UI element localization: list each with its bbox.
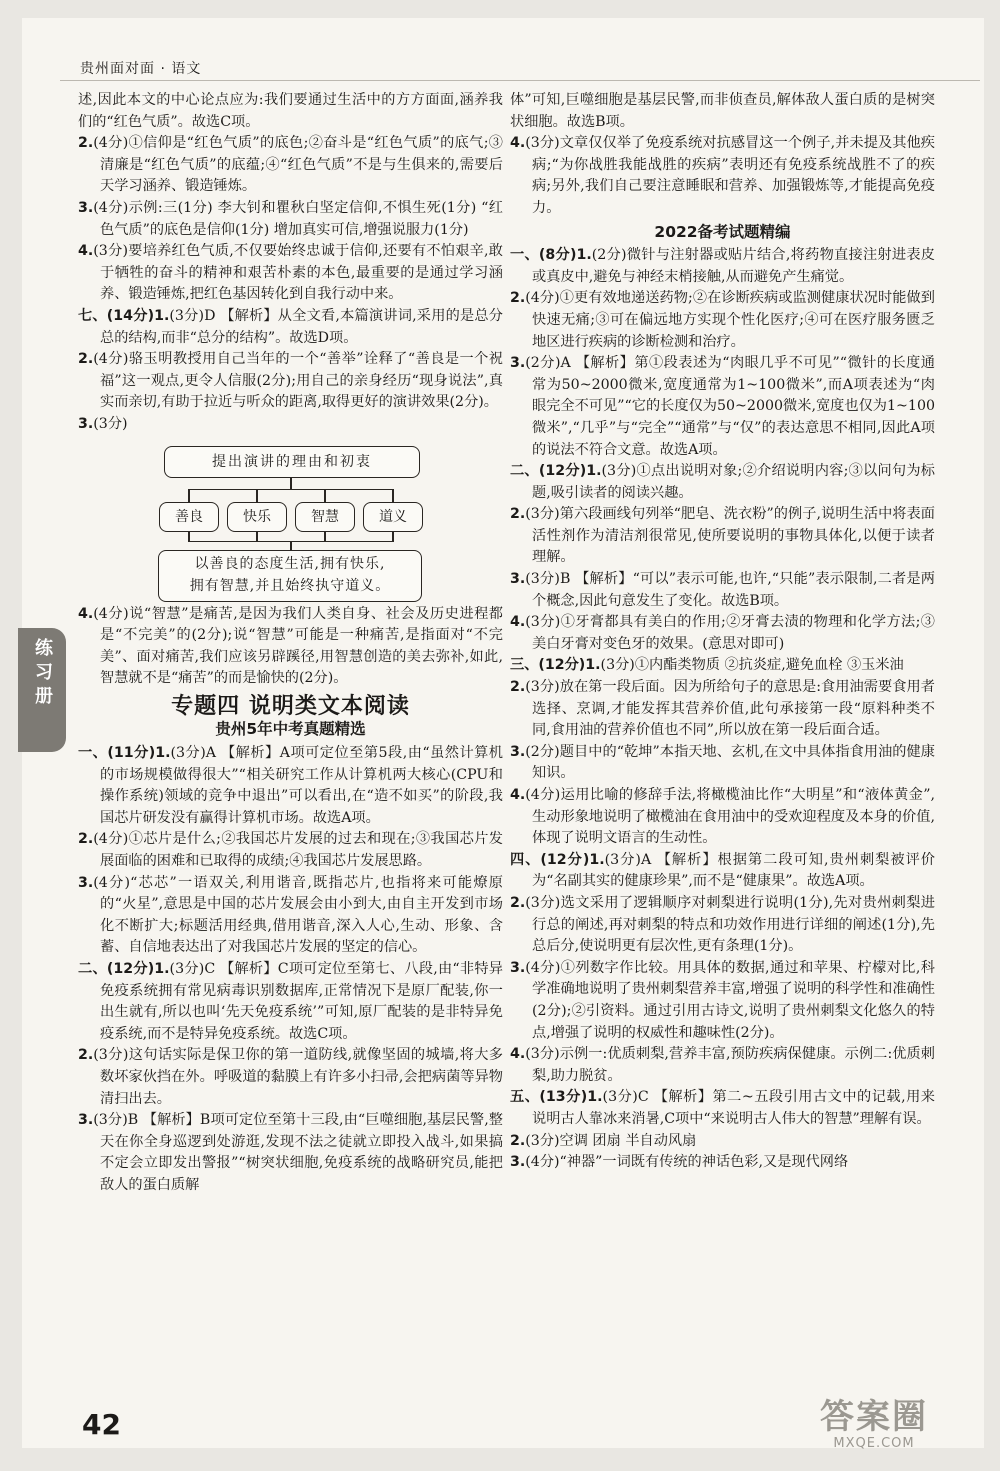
answer-text: (3分)文章仅仅举了免疫系统对抗感冒这一个例子,并未提及其他疾病;“为你战胜我能战胜的疾病”表明还有免疫系统战胜不了的疾病;另外,我们自己要注意睡眠和营养、加强锻炼等,才能提高免疫力。 [525, 135, 935, 216]
answer-text: (4分)示例:三(1分) 李大钊和瞿秋白坚定信仰,不惧生死(1分) “红色气质”的底色是信仰(1分) 增加真实可信,增强说服力(1分) [93, 199, 503, 238]
answer-item [510, 461, 935, 504]
left-column [78, 90, 503, 1197]
diagram-connector [188, 531, 190, 541]
answer-text: (3分)D 【解析】从全文看,本篇演讲词,采用的是总分总的结构,而非“总分的结构”。故选D项。 [100, 307, 503, 346]
answer-number: 3. [510, 959, 526, 976]
answer-continuation: 体”可知,巨噬细胞是基层民警,而非侦查员,解体敌人蛋白质的是树突状细胞。故选B项。 [510, 92, 935, 130]
answer-number: 3. [510, 355, 526, 372]
answer-text: (3分)C 【解析】C项可定位至第七、八段,由“非特异免疫系统拥有常见病毒识别数据库,正常情况下是原厂配装,你一出生就有,所以也叫‘先天免疫系统’”可知,原厂配装的是非特异免疫系统,而不是特异免疫系统。故选C项。 [100, 961, 503, 1042]
diagram-connector [256, 489, 258, 502]
diagram-connector [324, 489, 326, 502]
answer-number: 2. [510, 506, 526, 523]
diagram-connector [392, 489, 394, 502]
answer-number: 2. [78, 135, 94, 152]
answer-item [78, 133, 503, 198]
answer-text: (4分)“神器”一词既有传统的神话色彩,又是现代网络 [525, 1154, 849, 1171]
answer-text: (3分)放在第一段后面。因为所给句子的意思是:食用油需要食用者选择、烹调,才能发挥其营养价值,此句承接第一段“原料种类不同,食用油的营养价值也不同”,所以放在第一段后面合适。 [525, 679, 935, 739]
answer-number: 二、(12分)1. [510, 463, 602, 480]
header-divider [60, 80, 980, 81]
answer-item [510, 1152, 935, 1174]
answer-item [510, 958, 935, 1044]
answer-text: (3分)①内酯类物质 ②抗炎症,避免血栓 ③玉米油 [600, 657, 904, 674]
answer-item [510, 655, 935, 677]
answer-item [78, 414, 503, 436]
diagram-bottom-line-1: 以善良的态度生活,拥有快乐, [194, 555, 386, 572]
answer-text: (3分)示例一:优质刺梨,营养丰富,预防疾病保健康。示例二:优质刺梨,助力脱贫。 [525, 1046, 935, 1084]
answer-item [510, 785, 935, 850]
answer-text: (2分)微针与注射器或贴片结合,将药物直接注射进表皮或真皮中,避免与神经末梢接触,从而避免产生痛觉。 [532, 247, 935, 285]
answer-item [510, 353, 935, 461]
answer-number: 2. [510, 290, 526, 307]
diagram-box-morality: 道义 [363, 502, 423, 532]
answer-text: (3分)①点出说明对象;②介绍说明内容;③以问句为标题,吸引读者的阅读兴趣。 [532, 463, 935, 501]
diagram-box-wisdom: 智慧 [295, 502, 355, 532]
answer-item [78, 873, 503, 959]
diagram-connector [256, 531, 258, 541]
answer-item [78, 1110, 503, 1196]
answer-item [510, 850, 935, 893]
answer-item [78, 829, 503, 872]
answer-item [78, 349, 503, 414]
watermark-logo [820, 1398, 928, 1451]
answer-item [510, 677, 935, 742]
answer-item [78, 959, 503, 1045]
answer-text: (3分)要培养红色气质,不仅要始终忠诚于信仰,还要有不怕艰辛,敢于牺牲的奋斗的精神和艰苦朴素的本色,最重要的是通过学习涵养、锻造锤炼,把红色基因转化到自我行动中来。 [93, 243, 503, 303]
answer-number: 2. [510, 894, 526, 911]
answer-text: (3分)A 【解析】根据第二段可知,贵州刺梨被评价为“名副其实的健康珍果”,而不是“健康果”。故选A项。 [532, 851, 935, 890]
answer-item [510, 245, 935, 288]
section-title: 2022备考试题精编 [654, 222, 791, 241]
topic-title: 专题四 说明类文本阅读 [171, 693, 410, 719]
answer-item [78, 1045, 503, 1110]
answer-text: (4分)“芯芯”一语双关,利用谐音,既指芯片,也指将来可能燎原的“火星”,意思是中国的芯片发展会由小到大,由自主开发到市场化不断扩大;标题活用经典,借用谐音,深入人心,生动、形象、含蓄、自信地表达出了对我国芯片发展的坚定的信心。 [93, 874, 503, 956]
right-answers-block-2 [510, 245, 935, 1174]
diagram-connector [188, 489, 394, 491]
left-answers-block-2 [78, 604, 503, 690]
answer-text: (3分) [93, 415, 128, 432]
diagram-box-kindness: 善良 [159, 502, 219, 532]
side-tab-label: 练习册 [32, 638, 53, 710]
answer-text: (3分)选文采用了逻辑顺序对刺梨进行说明(1分),先对贵州刺梨进行总的阐述,再对刺梨的特点和功效作用进行详细的阐述(1分),先总后分,使说明更有层次性,更有条理(1分)。 [525, 894, 935, 955]
answer-item [510, 612, 935, 655]
answer-number: 2. [78, 351, 94, 368]
answer-number: 五、(13分)1. [510, 1089, 603, 1106]
diagram-connector [290, 541, 292, 550]
diagram-bottom-line-2: 拥有智慧,并且始终执守道义。 [189, 577, 391, 594]
answer-number: 4. [510, 614, 526, 631]
watermark-url: MXQE.COM [833, 1436, 915, 1451]
answer-number: 3. [78, 1112, 94, 1129]
answer-number: 四、(12分)1. [510, 851, 605, 868]
answer-number: 4. [78, 605, 94, 622]
answer-item [78, 743, 503, 829]
answer-text: (2分)题目中的“乾坤”本指天地、玄机,在文中具体指食用油的健康知识。 [525, 743, 935, 782]
diagram-top-box: 提出演讲的理由和初衷 [164, 446, 420, 478]
answer-number: 4. [78, 243, 94, 260]
answer-number: 4. [510, 1046, 526, 1063]
answer-text: (3分)①牙膏都具有美白的作用;②牙膏去渍的物理和化学方法;③美白牙膏对变色牙的效果。(意思对即可) [525, 614, 935, 652]
left-answers-block-3 [78, 743, 503, 1196]
answer-text: (3分)空调 团扇 半自动风扇 [525, 1132, 697, 1149]
answer-text: (2分)A 【解析】第①段表述为“肉眼几乎不可见”“微针的长度通常为50~2000微米,宽度通常为1~100微米”,而A项表述为“肉眼完全不可见”“它的长度仅为50~2000微米,宽度也仅为1~100微米”,“几乎”与“完全”“通常”与“仅”的表达意思不相同,因此A项的说法不符合文意。故选A项。 [525, 355, 935, 458]
answer-item [78, 306, 503, 349]
page-number: 42 [82, 1408, 121, 1441]
answer-text: (3分)B 【解析】“可以”表示可能,也许,“只能”表示限制,二者是两个概念,因此句意发生了变化。故选B项。 [525, 571, 935, 609]
answer-number: 一、(11分)1. [78, 745, 171, 762]
answer-number: 一、(8分)1. [510, 247, 592, 264]
answer-number: 3. [78, 415, 94, 432]
answer-number: 三、(12分)1. [510, 657, 601, 674]
answer-text: (4分)运用比喻的修辞手法,将橄榄油比作“大明星”和“液体黄金”,生动形象地说明了橄榄油在食用油中的受欢迎程度及本身的价值,体现了说明文语言的生动性。 [525, 787, 935, 847]
diagram-connector [392, 531, 394, 541]
answer-number: 七、(14分)1. [78, 307, 170, 324]
answer-number: 3. [510, 1154, 526, 1171]
page-header: 贵州面对面 · 语文 [80, 61, 202, 77]
answer-number: 4. [510, 135, 526, 152]
answer-number: 3. [78, 874, 94, 891]
answer-number: 2. [510, 679, 526, 696]
answer-number: 3. [510, 571, 526, 588]
answer-number: 4. [510, 787, 526, 803]
answer-item [510, 569, 935, 612]
diagram-box-happiness: 快乐 [227, 502, 287, 532]
answer-item [510, 1044, 935, 1087]
answer-number: 2. [78, 831, 94, 848]
answer-text: (4分)①芯片是什么;②我国芯片发展的过去和现在;③我国芯片发展面临的困难和已取得的成绩;④我国芯片发展思路。 [93, 831, 503, 870]
answer-text: (4分)①信仰是“红色气质”的底色;②奋斗是“红色气质”的底气;③清廉是“红色气质”的底蕴;④“红色气质”不是与生俱来的,需要后天学习涵养、锻造锤炼。 [93, 135, 503, 195]
answer-continuation: 述,因此本文的中心论点应为:我们要通过生活中的方方面面,涵养我们的“红色气质”。故选C项。 [78, 92, 503, 130]
diagram-connector [290, 477, 292, 489]
answer-number: 2. [78, 1047, 94, 1064]
answer-item [78, 198, 503, 241]
answer-item [510, 1087, 935, 1130]
diagram-bottom-box [158, 550, 422, 602]
diagram-connector [188, 489, 190, 502]
answer-item [78, 241, 503, 306]
right-column [510, 90, 935, 1174]
answer-number: 2. [510, 1132, 526, 1149]
topic-subtitle: 贵州5年中考真题精选 [215, 720, 366, 739]
answer-text: (3分)这句话实际是保卫你的第一道防线,就像坚固的城墙,将大多数坏家伙挡在外。呼吸道的黏膜上有许多小扫帚,会把病菌等异物清扫出去。 [93, 1047, 503, 1107]
speech-structure-diagram [78, 440, 503, 600]
answer-item [78, 604, 503, 690]
answer-number: 3. [510, 743, 526, 760]
watermark-text: 答案圈 [820, 1397, 928, 1437]
answer-item [510, 1131, 935, 1153]
answer-item [510, 893, 935, 958]
answer-text: (4分)说“智慧”是痛苦,是因为我们人类自身、社会及历史进程都是“不完美”的(2分);说“智慧”可能是一种痛苦,是指面对“不完美”、面对痛苦,我们应该另辟蹊径,用智慧创造的美去弥补,如此,智慧就不是“痛苦”的而是愉快的(2分)。 [93, 605, 503, 687]
answer-text: (4分)①列数字作比较。用具体的数据,通过和苹果、柠檬对比,科学准确地说明了贵州刺梨营养丰富,增强了说明的科学性和准确性(2分);②引资料。通过引用古诗文,说明了贵州刺梨文化悠久的特点,增强了说明的权威性和趣味性(2分)。 [525, 959, 935, 1041]
answer-item [510, 133, 935, 219]
answer-text: (3分)C 【解析】第二~五段引用古文中的记载,用来说明古人靠冰来消暑,C项中“来说明古人伟大的智慧”理解有误。 [532, 1089, 935, 1127]
answer-text: (3分)A 【解析】A项可定位至第5段,由“虽然计算机的市场规模做得很大”“相关研究工作从计算机两大核心(CPU和操作系统)领域的竞争中退出”可以看出,在“造不如买”的阶段,我国芯片研发没有赢得计算机市场。故选A项。 [100, 745, 503, 826]
answer-text: (3分)第六段画线句列举“肥皂、洗衣粉”的例子,说明生活中将表面活性剂作为清洁剂很常见,使所要说明的事物具体化,以便于读者理解。 [525, 506, 935, 566]
diagram-connector [324, 531, 326, 541]
answer-text: (4分)①更有效地递送药物;②在诊断疾病或监测健康状况时能做到快速无痛;③可在偏远地方实现个性化医疗;④可在医疗服务匮乏地区进行疾病的诊断检测和治疗。 [525, 290, 935, 350]
answer-number: 二、(12分)1. [78, 961, 170, 977]
answer-text: (4分)骆玉明教授用自己当年的一个“善举”诠释了“善良是一个祝福”这一观点,更令人信服(2分);用自己的亲身经历“现身说法”,真实而亲切,有助于拉近与听众的距离,取得更好的演讲效果(2分)。 [93, 351, 503, 411]
answer-item [510, 288, 935, 353]
side-tab-practice-book[interactable] [18, 628, 66, 752]
right-answers-block-1 [510, 90, 935, 220]
answer-item [510, 742, 935, 785]
left-answers-block-1 [78, 90, 503, 436]
answer-number: 3. [78, 199, 94, 216]
answer-text: (3分)B 【解析】B项可定位至第十三段,由“巨噬细胞,基层民警,整天在你全身巡逻到处游逛,发现不法之徒就立即投入战斗,如果搞不定会立即发出警报”“树突状细胞,免疫系统的战略研究员,能把敌人的蛋白质解 [93, 1112, 503, 1193]
answer-item [510, 504, 935, 569]
